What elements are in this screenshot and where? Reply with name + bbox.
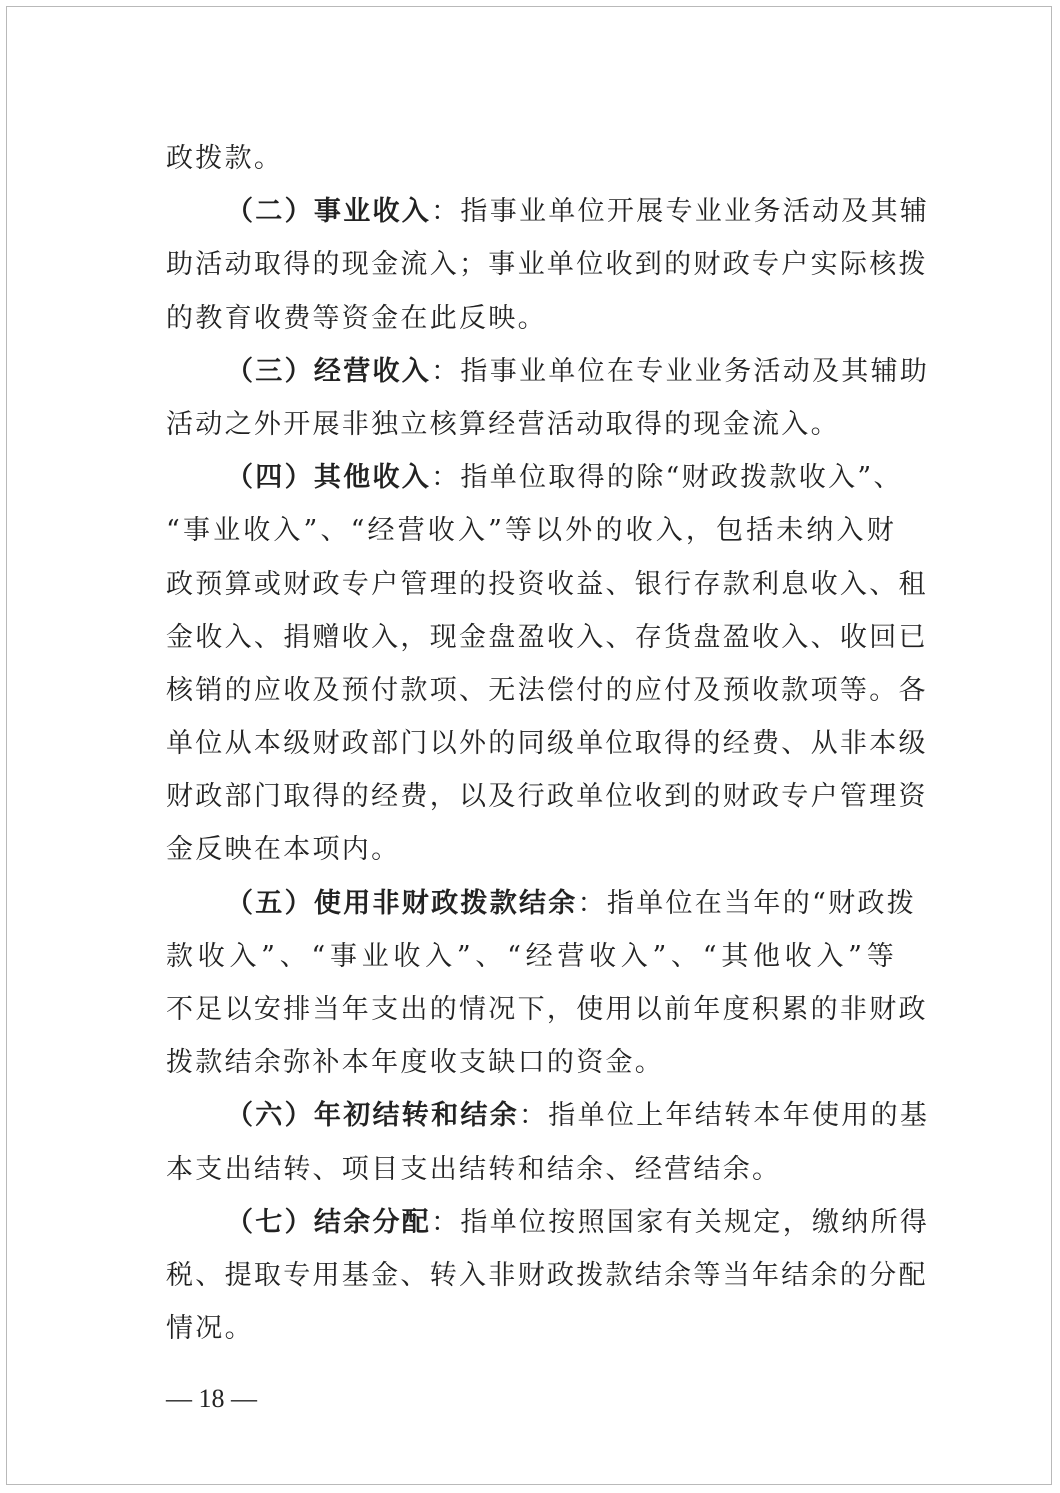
text-line: 不足以安排当年支出的情况下，使用以前年度积累的非财政	[166, 994, 928, 1025]
text-line	[166, 185, 930, 238]
text-line: 本支出结转、项目支出结转和结余、经营结余。	[166, 1153, 782, 1185]
text-line: 税、提取专用基金、转入非财政拨款结余等当年结余的分配	[166, 1259, 928, 1291]
text-line: 活动之外开展非独立核算经营活动取得的现金流入。	[166, 408, 840, 440]
text-line: 金收入、捐赠收入，现金盘盈收入、存货盘盈收入、收回已	[166, 621, 928, 653]
document-body	[166, 132, 930, 1355]
text-line: 金反映在本项内。	[166, 834, 401, 866]
text-span: ：指事业单位开展专业业务活动及其辅	[431, 196, 930, 228]
text-line: 款收入”、“事业收入”、“经营收入”、“其他收入”等	[166, 940, 896, 972]
text-line	[166, 877, 917, 930]
text-line	[166, 1089, 930, 1142]
text-line: 情况。	[166, 1313, 254, 1345]
text-line: 单位从本级财政部门以外的同级单位取得的经费、从非本级	[166, 728, 928, 760]
text-span: ：指单位按照国家有关规定，缴纳所得	[431, 1206, 930, 1238]
text-span: ：指单位在当年的“财政拨	[577, 887, 917, 919]
text-span: ：指单位取得的除“财政拨款收入”、	[431, 462, 903, 494]
section-heading: （四）其他收入	[226, 462, 432, 494]
text-span: ：指单位上年结转本年使用的基	[519, 1100, 930, 1132]
text-line: 助活动取得的现金流入；事业单位收到的财政专户实际核拨	[166, 249, 928, 281]
text-line	[166, 1196, 930, 1249]
text-span: ：指事业单位在专业业务活动及其辅助	[431, 355, 930, 387]
text-line: 政拨款。	[166, 143, 284, 174]
text-line: 财政部门取得的经费，以及行政单位收到的财政专户管理资	[166, 781, 928, 813]
text-line: “事业收入”、“经营收入”等以外的收入，包括未纳入财	[166, 515, 896, 547]
section-heading: （七）结余分配	[226, 1206, 432, 1238]
text-line	[166, 345, 930, 398]
text-line: 拨款结余弥补本年度收支缺口的资金。	[166, 1047, 665, 1079]
text-line: 政预算或财政专户管理的投资收益、银行存款利息收入、租	[166, 568, 928, 600]
text-line	[166, 451, 903, 504]
page-number: — 18 —	[166, 1384, 257, 1413]
section-heading: （三）经营收入	[226, 355, 432, 387]
text-line: 的教育收费等资金在此反映。	[166, 302, 547, 334]
section-heading: （二）事业收入	[226, 196, 432, 228]
section-heading: （六）年初结转和结余	[226, 1100, 519, 1132]
section-heading: （五）使用非财政拨款结余	[226, 887, 578, 919]
text-line: 核销的应收及预付款项、无法偿付的应付及预收款项等。各	[166, 674, 928, 706]
